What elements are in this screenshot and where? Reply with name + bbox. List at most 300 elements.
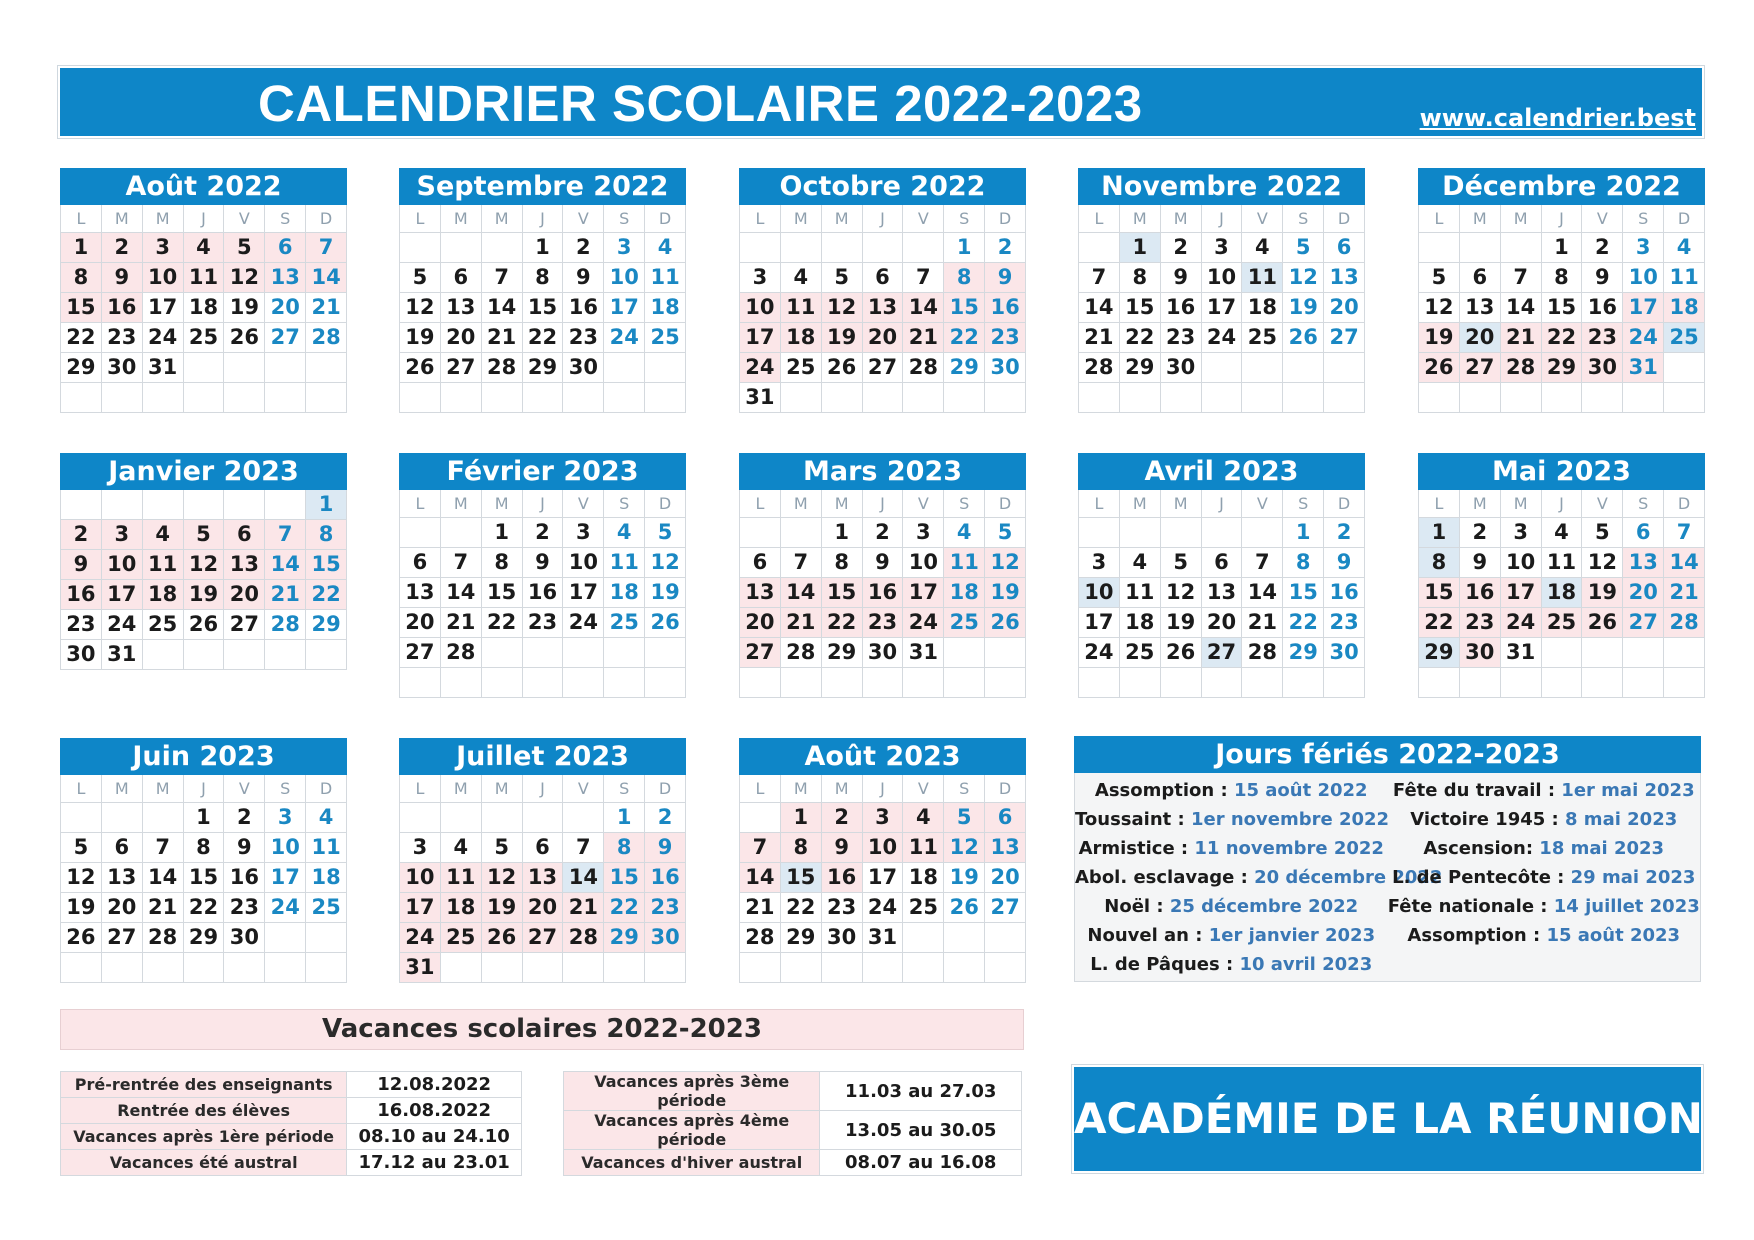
holiday-entry [1388,805,1701,834]
day-cell: 10 [863,833,904,863]
day-cell: 20 [985,863,1026,893]
empty-day-cell [102,490,143,520]
day-cell: 29 [604,923,645,953]
day-cell: 2 [985,233,1026,263]
weekday-header: V [903,775,944,803]
day-cell: 17 [604,293,645,323]
empty-day-cell [1623,383,1664,413]
weekday-header: L [61,205,102,233]
day-cell: 6 [1324,233,1365,263]
day-cell: 9 [102,263,143,293]
day-cell: 26 [61,923,102,953]
day-cell: 18 [903,863,944,893]
day-cell: 18 [944,578,985,608]
empty-day-cell [863,233,904,263]
weekday-header: V [563,490,604,518]
day-cell: 21 [781,608,822,638]
day-cell: 24 [740,353,781,383]
weekday-header: M [1501,205,1542,233]
weekday-header: M [1460,490,1501,518]
empty-day-cell [1501,383,1542,413]
vacances-dates: 08.10 au 24.10 [347,1124,522,1150]
day-cell: 22 [822,608,863,638]
weekday-header: D [1324,490,1365,518]
day-cell: 14 [482,293,523,323]
weekday-header: D [985,205,1026,233]
day-cell: 11 [1120,578,1161,608]
day-cell: 15 [61,293,102,323]
day-cell: 17 [1202,293,1243,323]
empty-day-cell [441,668,482,698]
holiday-entry [1075,921,1388,950]
empty-day-cell [306,953,347,983]
vacances-row [564,1072,1022,1111]
weekday-header: J [523,775,564,803]
day-cell: 23 [102,323,143,353]
day-cell: 26 [985,608,1026,638]
month-calendar [60,738,347,983]
day-cell: 11 [604,548,645,578]
empty-day-cell [306,383,347,413]
holiday-label: Fête nationale : [1387,896,1554,917]
day-cell: 10 [143,263,184,293]
day-cell: 23 [1161,323,1202,353]
day-cell: 23 [985,323,1026,353]
day-cell: 24 [400,923,441,953]
day-cell: 23 [224,893,265,923]
holiday-date: 20 décembre 2022 [1254,867,1443,888]
weekday-header: M [1161,205,1202,233]
day-cell: 3 [265,803,306,833]
empty-day-cell [604,638,645,668]
holiday-row [1075,950,1700,979]
day-cell: 4 [604,518,645,548]
day-cell: 18 [645,293,686,323]
day-cell: 19 [224,293,265,323]
day-cell: 22 [944,323,985,353]
empty-day-cell [1623,668,1664,698]
weekday-header: M [1501,490,1542,518]
day-cell: 25 [1242,323,1283,353]
weekday-header: L [1079,205,1120,233]
title-banner [60,68,1702,136]
day-cell: 1 [1120,233,1161,263]
day-cell: 28 [1242,638,1283,668]
month-calendar [399,738,686,983]
weekday-header: M [102,205,143,233]
empty-day-cell [563,803,604,833]
empty-day-cell [482,668,523,698]
month-grid [399,205,686,413]
day-cell: 21 [563,893,604,923]
empty-day-cell [944,638,985,668]
day-cell: 30 [563,353,604,383]
day-cell: 14 [903,293,944,323]
day-cell: 29 [944,353,985,383]
day-cell: 12 [985,548,1026,578]
weekday-header: M [1120,490,1161,518]
weekday-header: D [985,490,1026,518]
empty-day-cell [1242,353,1283,383]
day-cell: 6 [523,833,564,863]
day-cell: 13 [1623,548,1664,578]
day-cell: 27 [265,323,306,353]
vacances-label: Rentrée des élèves [61,1098,347,1124]
empty-day-cell [645,353,686,383]
day-cell: 29 [61,353,102,383]
day-cell: 1 [822,518,863,548]
empty-day-cell [740,953,781,983]
day-cell: 4 [143,520,184,550]
holiday-date: 15 août 2023 [1546,925,1681,946]
empty-day-cell [1460,233,1501,263]
day-cell: 31 [1623,353,1664,383]
day-cell: 23 [61,610,102,640]
weekday-header: J [863,205,904,233]
holiday-row [1075,892,1700,921]
weekday-header: S [1283,490,1324,518]
vacances-dates: 11.03 au 27.03 [820,1072,1022,1111]
day-cell: 14 [781,578,822,608]
weekday-header: L [740,205,781,233]
empty-day-cell [1324,383,1365,413]
empty-day-cell [1242,383,1283,413]
holiday-date: 10 avril 2023 [1239,954,1373,975]
holiday-date: 14 juillet 2023 [1553,896,1700,917]
day-cell: 11 [645,263,686,293]
empty-day-cell [604,668,645,698]
vacances-table-right [563,1071,1022,1176]
empty-day-cell [400,803,441,833]
day-cell: 19 [645,578,686,608]
empty-day-cell [1419,233,1460,263]
day-cell: 8 [822,548,863,578]
day-cell: 7 [1242,548,1283,578]
day-cell: 8 [1419,548,1460,578]
day-cell: 15 [1419,578,1460,608]
holiday-entry [1388,921,1701,950]
day-cell: 2 [1582,233,1623,263]
day-cell: 10 [1202,263,1243,293]
day-cell: 7 [1664,518,1705,548]
month-grid [739,490,1026,698]
day-cell: 24 [604,323,645,353]
empty-day-cell [1202,518,1243,548]
day-cell: 25 [604,608,645,638]
day-cell: 5 [1582,518,1623,548]
weekday-header: V [903,205,944,233]
empty-day-cell [482,953,523,983]
empty-day-cell [482,803,523,833]
month-grid [60,775,347,983]
day-cell: 24 [1501,608,1542,638]
empty-day-cell [563,638,604,668]
month-title: Février 2023 [399,453,686,490]
empty-day-cell [1283,383,1324,413]
day-cell: 12 [645,548,686,578]
day-cell: 23 [563,323,604,353]
day-cell: 13 [740,578,781,608]
day-cell: 26 [1283,323,1324,353]
empty-day-cell [306,923,347,953]
day-cell: 2 [224,803,265,833]
empty-day-cell [1120,518,1161,548]
day-cell: 3 [740,263,781,293]
weekday-header: V [1582,205,1623,233]
holiday-label: Nouvel an : [1087,925,1209,946]
day-cell: 8 [184,833,225,863]
day-cell: 22 [1120,323,1161,353]
weekday-header: J [863,775,904,803]
day-cell: 8 [306,520,347,550]
weekday-header: S [604,490,645,518]
day-cell: 30 [1161,353,1202,383]
day-cell: 3 [102,520,143,550]
day-cell: 20 [265,293,306,323]
day-cell: 12 [184,550,225,580]
weekday-header: V [1582,490,1623,518]
day-cell: 16 [822,863,863,893]
day-cell: 20 [1623,578,1664,608]
vacances-dates: 16.08.2022 [347,1098,522,1124]
weekday-header: V [563,205,604,233]
day-cell: 20 [400,608,441,638]
day-cell: 29 [184,923,225,953]
empty-day-cell [944,668,985,698]
day-cell: 11 [944,548,985,578]
day-cell: 20 [1324,293,1365,323]
day-cell: 24 [903,608,944,638]
month-grid [1418,205,1705,413]
day-cell: 14 [1079,293,1120,323]
day-cell: 7 [143,833,184,863]
month-calendar [399,168,686,413]
month-title: Mars 2023 [739,453,1026,490]
empty-day-cell [822,233,863,263]
empty-day-cell [184,490,225,520]
weekday-header: V [224,775,265,803]
empty-day-cell [740,518,781,548]
empty-day-cell [143,803,184,833]
empty-day-cell [1623,638,1664,668]
day-cell: 9 [563,263,604,293]
weekday-header: S [604,775,645,803]
day-cell: 4 [1664,233,1705,263]
day-cell: 2 [1460,518,1501,548]
day-cell: 5 [400,263,441,293]
weekday-header: M [781,775,822,803]
day-cell: 22 [306,580,347,610]
day-cell: 3 [143,233,184,263]
empty-day-cell [523,668,564,698]
day-cell: 22 [604,893,645,923]
empty-day-cell [184,353,225,383]
day-cell: 18 [184,293,225,323]
day-cell: 17 [1501,578,1542,608]
weekday-header: L [61,775,102,803]
month-title: Avril 2023 [1078,453,1365,490]
empty-day-cell [1202,353,1243,383]
holiday-label: Toussaint : [1075,809,1191,830]
day-cell: 18 [306,863,347,893]
weekday-header: V [563,775,604,803]
empty-day-cell [184,953,225,983]
month-calendar [1078,453,1365,698]
day-cell: 11 [184,263,225,293]
holiday-date: 1er novembre 2022 [1190,809,1390,830]
day-cell: 22 [1419,608,1460,638]
empty-day-cell [265,353,306,383]
day-cell: 2 [1161,233,1202,263]
empty-day-cell [822,953,863,983]
day-cell: 25 [306,893,347,923]
month-title: Juin 2023 [60,738,347,775]
day-cell: 6 [265,233,306,263]
day-cell: 11 [1664,263,1705,293]
day-cell: 6 [102,833,143,863]
empty-day-cell [1120,383,1161,413]
day-cell: 17 [863,863,904,893]
weekday-header: J [1202,490,1243,518]
empty-day-cell [1582,383,1623,413]
vacances-dates: 17.12 au 23.01 [347,1150,522,1176]
weekday-header: M [102,775,143,803]
weekday-header: D [645,205,686,233]
month-grid [399,775,686,983]
day-cell: 2 [822,803,863,833]
day-cell: 26 [944,893,985,923]
day-cell: 12 [1419,293,1460,323]
day-cell: 28 [1501,353,1542,383]
day-cell: 25 [441,923,482,953]
day-cell: 9 [985,263,1026,293]
empty-day-cell [441,803,482,833]
day-cell: 27 [441,353,482,383]
empty-day-cell [61,803,102,833]
vacances-title: Vacances scolaires 2022-2023 [60,1009,1024,1050]
day-cell: 4 [1120,548,1161,578]
vacances-label: Pré-rentrée des enseignants [61,1072,347,1098]
website-link[interactable]: www.calendrier.best [1419,104,1696,132]
empty-day-cell [903,668,944,698]
day-cell: 5 [1161,548,1202,578]
day-cell: 28 [781,638,822,668]
month-title: Juillet 2023 [399,738,686,775]
day-cell: 29 [523,353,564,383]
month-title: Août 2023 [739,738,1026,775]
day-cell: 31 [400,953,441,983]
day-cell: 27 [523,923,564,953]
day-cell: 8 [1542,263,1583,293]
day-cell: 29 [1283,638,1324,668]
holidays-list [1074,773,1701,982]
academie-banner: ACADÉMIE DE LA RÉUNION [1074,1067,1701,1171]
vacances-label: Vacances après 1ère période [61,1124,347,1150]
day-cell: 24 [1623,323,1664,353]
day-cell: 3 [1202,233,1243,263]
day-cell: 23 [863,608,904,638]
day-cell: 15 [781,863,822,893]
day-cell: 5 [944,803,985,833]
empty-day-cell [1419,383,1460,413]
empty-day-cell [265,490,306,520]
month-title: Décembre 2022 [1418,168,1705,205]
day-cell: 3 [563,518,604,548]
page-title: CALENDRIER SCOLAIRE 2022-2023 [258,75,1143,132]
empty-day-cell [1242,668,1283,698]
day-cell: 21 [306,293,347,323]
month-calendar [60,453,347,670]
empty-day-cell [645,668,686,698]
vacances-table-left [60,1071,522,1176]
day-cell: 13 [1202,578,1243,608]
day-cell: 1 [944,233,985,263]
day-cell: 20 [1202,608,1243,638]
holiday-date: 11 novembre 2022 [1194,838,1384,859]
day-cell: 28 [265,610,306,640]
month-grid [739,205,1026,413]
weekday-header: L [400,775,441,803]
day-cell: 16 [1161,293,1202,323]
day-cell: 13 [102,863,143,893]
weekday-header: V [1242,490,1283,518]
empty-day-cell [863,953,904,983]
empty-day-cell [1283,668,1324,698]
holiday-entry [1075,863,1443,892]
day-cell: 16 [224,863,265,893]
month-calendar [1418,168,1705,413]
weekday-header: D [645,490,686,518]
day-cell: 18 [143,580,184,610]
day-cell: 16 [863,578,904,608]
day-cell: 26 [1582,608,1623,638]
day-cell: 2 [102,233,143,263]
empty-day-cell [604,383,645,413]
weekday-header: D [306,205,347,233]
holiday-entry [1388,950,1701,979]
day-cell: 2 [863,518,904,548]
day-cell: 18 [1664,293,1705,323]
empty-day-cell [143,490,184,520]
holiday-row [1075,863,1700,892]
day-cell: 4 [1242,233,1283,263]
day-cell: 19 [985,578,1026,608]
weekday-header: M [482,205,523,233]
day-cell: 24 [563,608,604,638]
empty-day-cell [400,668,441,698]
day-cell: 22 [184,893,225,923]
day-cell: 4 [781,263,822,293]
day-cell: 30 [822,923,863,953]
day-cell: 14 [265,550,306,580]
holiday-entry [1075,892,1388,921]
day-cell: 5 [184,520,225,550]
empty-day-cell [61,490,102,520]
day-cell: 22 [523,323,564,353]
day-cell: 16 [523,578,564,608]
day-cell: 19 [184,580,225,610]
day-cell: 19 [400,323,441,353]
weekday-header: S [604,205,645,233]
day-cell: 3 [1623,233,1664,263]
day-cell: 25 [781,353,822,383]
weekday-header: L [400,490,441,518]
holiday-entry [1388,776,1701,805]
day-cell: 25 [944,608,985,638]
empty-day-cell [781,953,822,983]
day-cell: 1 [482,518,523,548]
empty-day-cell [1460,668,1501,698]
